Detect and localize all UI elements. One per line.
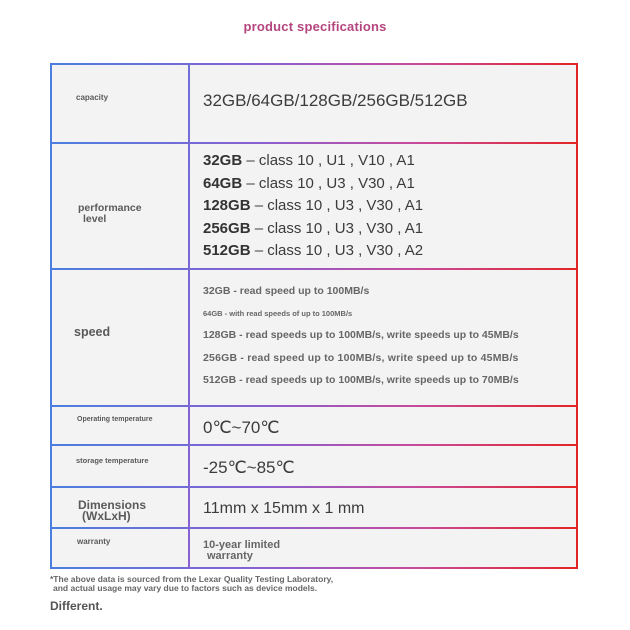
warranty-label: warranty xyxy=(77,537,111,546)
speed-item: 512GB - read speeds up to 100MB/s, write speeds up to 70MB/s xyxy=(203,374,519,386)
row-divider xyxy=(50,268,578,270)
speed-item: 128GB - read speeds up to 100MB/s, write speeds up to 45MB/s xyxy=(203,329,519,341)
capacity-label: capacity xyxy=(76,93,109,102)
operating-temperature-value: 0℃~70℃ xyxy=(203,418,280,437)
performance-item: 32GB – class 10 , U1 , V10 , A1 xyxy=(203,152,415,169)
performance-label xyxy=(52,203,188,225)
footer-text: Different. xyxy=(50,599,103,613)
performance-item: 64GB – class 10 , U3 , V30 , A1 xyxy=(203,174,415,192)
dimensions-value: 11mm x 15mm x 1 mm xyxy=(203,500,365,517)
dimensions-label xyxy=(52,500,188,523)
performance-item: 256GB – class 10 , U3 , V30 , A1 xyxy=(203,219,424,237)
speed-item: 256GB - read speed up to 100MB/s, write speed up to 45MB/s xyxy=(203,352,519,364)
capacity-value: 32GB/64GB/128GB/256GB/512GB xyxy=(203,91,468,110)
warranty-value-line1: 10-year limited xyxy=(203,539,281,551)
row-divider xyxy=(50,405,578,407)
dimensions-label-line1: Dimensions xyxy=(78,498,147,512)
performance-list xyxy=(203,150,423,263)
footnote-line1: *The above data is sourced from the Lexar Quality Testing Laboratory, xyxy=(50,574,334,584)
page-title: product specifications xyxy=(243,19,387,34)
row-divider xyxy=(50,527,578,529)
warranty-value xyxy=(203,540,280,562)
operating-temperature-label: Operating temperature xyxy=(77,416,153,423)
column-divider xyxy=(188,63,190,569)
row-divider xyxy=(50,444,578,446)
performance-item: 512GB – class 10 , U3 , V30 , A2 xyxy=(203,242,424,260)
speed-item: 64GB - with read speeds of up to 100MB/s xyxy=(203,309,353,318)
dimensions-label-line2: (WxLxH) xyxy=(82,509,131,524)
speed-item: 32GB - read speed up to 100MB/s xyxy=(203,285,370,297)
speed-label: speed xyxy=(74,325,111,339)
footnote xyxy=(50,575,333,594)
performance-label-line1: performance xyxy=(78,202,142,214)
row-divider xyxy=(50,142,578,144)
performance-item: 128GB – class 10 , U3 , V30 , A1 xyxy=(203,197,424,215)
performance-label-line2: level xyxy=(83,213,107,226)
storage-temperature-value: -25℃~85℃ xyxy=(203,458,295,477)
warranty-value-line2: warranty xyxy=(207,550,253,562)
row-divider xyxy=(50,486,578,488)
footnote-line2: and actual usage may vary due to factors such as device models. xyxy=(53,583,318,594)
storage-temperature-label: storage temperature xyxy=(76,456,149,465)
